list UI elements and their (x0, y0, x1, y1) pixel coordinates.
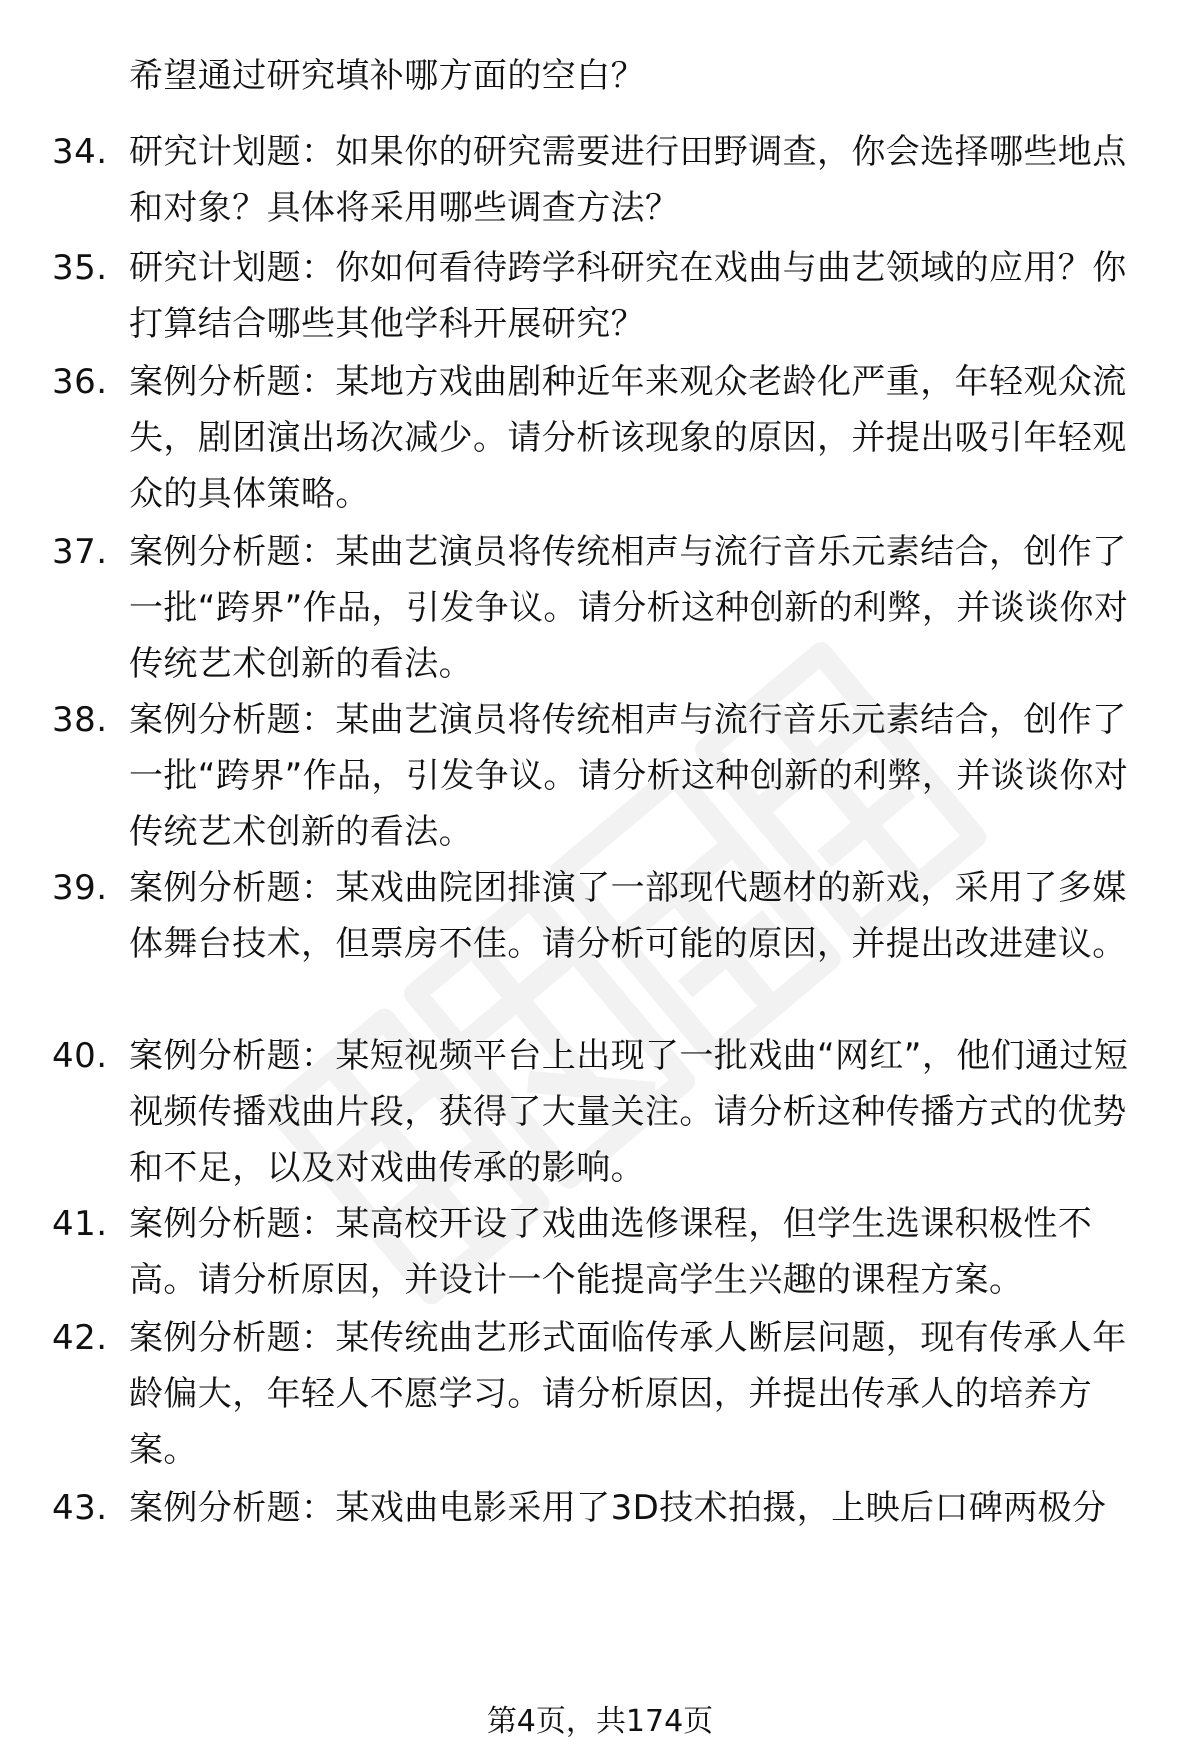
question-number: 37. (52, 532, 108, 572)
question-number: 42. (52, 1318, 108, 1358)
question-item (52, 1310, 1152, 1478)
question-number: 41. (52, 1204, 108, 1244)
question-item (52, 524, 1152, 692)
question-text: 案例分析题：某短视频平台上出现了一批戏曲“网红”，他们通过短视频传播戏曲片段，获得了大量关注。请分析这种传播方式的优势和不足，以及对戏曲传承的影响。 (129, 1036, 1129, 1188)
question-text: 研究计划题：你如何看待跨学科研究在戏曲与曲艺领域的应用？你打算结合哪些其他学科开展研究？ (129, 248, 1127, 344)
question-number: 43. (52, 1488, 108, 1528)
question-text: 研究计划题：如果你的研究需要进行田野调查，你会选择哪些地点和对象？具体将采用哪些调查方法？ (129, 132, 1127, 228)
question-item (52, 354, 1152, 522)
question-item (52, 124, 1152, 236)
question-text: 案例分析题：某戏曲电影采用了3D技术拍摄，上映后口碑两极分 (129, 1488, 1107, 1528)
page-footer: 第4页，共174页 (486, 1704, 714, 1739)
question-number: 34. (52, 132, 108, 172)
question-number: 39. (52, 868, 108, 908)
question-number: 40. (52, 1036, 108, 1076)
question-text: 案例分析题：某曲艺演员将传统相声与流行音乐元素结合，创作了一批“跨界”作品，引发争议。请分析这种创新的利弊，并谈谈你对传统艺术创新的看法。 (129, 532, 1129, 684)
question-number: 36. (52, 362, 108, 402)
question-text: 案例分析题：某戏曲院团排演了一部现代题材的新戏，采用了多媒体舞台技术，但票房不佳。请分析可能的原因，并提出改进建议。 (129, 868, 1127, 964)
question-item (52, 692, 1152, 860)
question-item (52, 240, 1152, 352)
question-number: 35. (52, 248, 108, 288)
continuation-line: 希望通过研究填补哪方面的空白？ (129, 56, 645, 96)
question-item (52, 1196, 1152, 1308)
question-text: 案例分析题：某曲艺演员将传统相声与流行音乐元素结合，创作了一批“跨界”作品，引发争议。请分析这种创新的利弊，并谈谈你对传统艺术创新的看法。 (129, 700, 1129, 852)
question-item (52, 1028, 1152, 1196)
question-number: 38. (52, 700, 108, 740)
question-item (52, 860, 1152, 972)
question-item (52, 1480, 1152, 1536)
question-text: 案例分析题：某地方戏曲剧种近年来观众老龄化严重，年轻观众流失，剧团演出场次减少。请分析该现象的原因，并提出吸引年轻观众的具体策略。 (129, 362, 1127, 514)
question-text: 案例分析题：某传统曲艺形式面临传承人断层问题，现有传承人年龄偏大，年轻人不愿学习。请分析原因，并提出传承人的培养方案。 (129, 1318, 1127, 1470)
question-text: 案例分析题：某高校开设了戏曲选修课程，但学生选课积极性不高。请分析原因，并设计一个能提高学生兴趣的课程方案。 (129, 1204, 1093, 1300)
